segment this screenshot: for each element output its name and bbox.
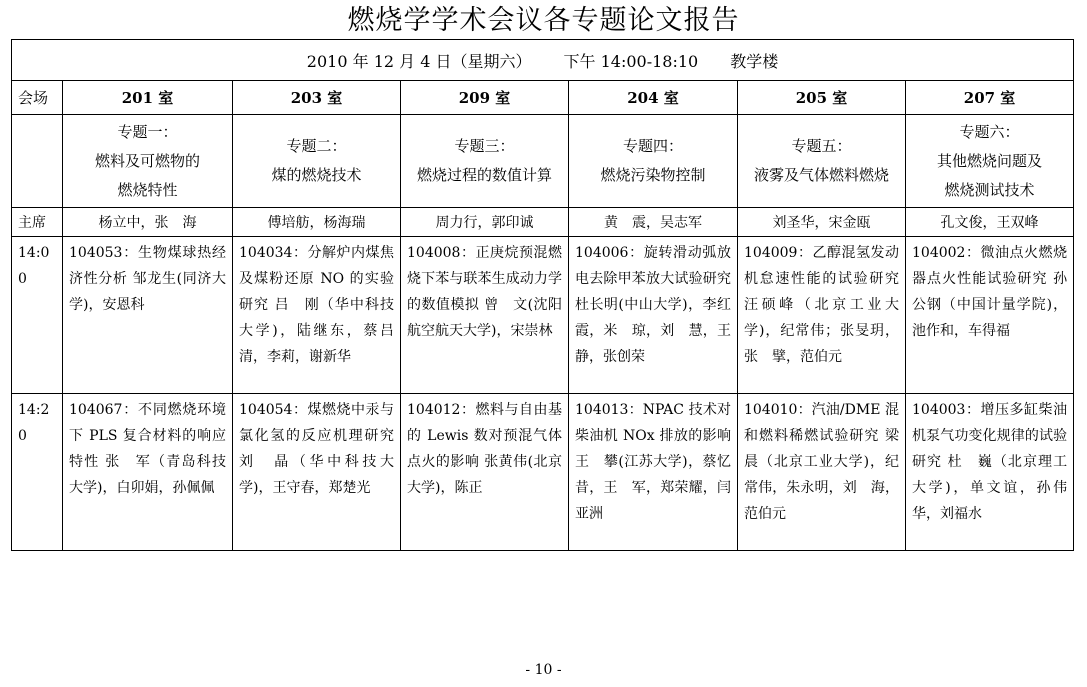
banner-date: 2010 年 12 月 4 日（星期六） <box>306 51 532 71</box>
paper-cell: 104012：燃料与自由基的 Lewis 数对预混气体点火的影响 张黄伟(北京大学)，陈正 <box>401 394 569 551</box>
topic-cell <box>569 115 738 208</box>
room-header: 204 室 <box>569 81 738 115</box>
banner-place: 教学楼 <box>730 51 779 71</box>
topic-cell <box>233 115 401 208</box>
chair-cell: 傅培舫，杨海瑞 <box>233 208 401 237</box>
topic-label-empty <box>12 115 63 208</box>
topic-cell <box>63 115 233 208</box>
topic-text: 燃烧污染物控制 <box>600 166 706 184</box>
room-header: 201 室 <box>63 81 233 115</box>
chair-cell: 刘圣华，宋金瓯 <box>738 208 906 237</box>
schedule-table <box>11 39 1074 551</box>
paper-cell: 104054：煤燃烧中汞与氯化氢的反应机理研究 刘 晶（华中科技大学)，王守春，郑楚光 <box>233 394 401 551</box>
room-header: 209 室 <box>401 81 569 115</box>
room-header: 205 室 <box>738 81 906 115</box>
topic-text: 燃烧过程的数值计算 <box>416 166 552 184</box>
paper-cell: 104008：正庚烷预混燃烧下苯与联苯生成动力学的数值模拟 曾 文(沈阳航空航天大学)，宋崇林 <box>401 237 569 394</box>
paper-cell: 104006：旋转滑动弧放电去除甲苯放大试验研究 杜长明(中山大学)，李红霞，米 琼，刘 慧，王 静，张创荣 <box>569 237 738 394</box>
date-banner <box>12 40 1074 81</box>
paper-cell: 104002：微油点火燃烧器点火性能试验研究 孙公钢（中国计量学院)，池作和，车得福 <box>906 237 1074 394</box>
paper-cell: 104067：不同燃烧环境下 PLS 复合材料的响应特性 张 军（青岛科技大学)，白卯娟，孙佩佩 <box>63 394 233 551</box>
banner-time: 下午 14:00-18:10 <box>563 51 699 71</box>
page-title: 燃烧学学术会议各专题论文报告 <box>347 5 740 36</box>
topic-text: 煤的燃烧技术 <box>271 166 362 184</box>
topic-text: 燃料及可燃物的 <box>94 151 200 170</box>
topic-text: 其他燃烧问题及 <box>937 151 1043 170</box>
topic-text: 燃烧测试技术 <box>944 180 1035 199</box>
topic-text: 专题四： <box>622 137 683 155</box>
topic-text: 专题三： <box>454 137 515 155</box>
session-time: 14:00 <box>12 237 63 394</box>
session-time: 14:20 <box>12 394 63 551</box>
venue-label: 会场 <box>12 81 63 115</box>
room-header: 207 室 <box>906 81 1074 115</box>
topic-text: 专题二： <box>286 137 347 155</box>
room-header-row <box>12 81 1074 115</box>
topic-text: 专题一： <box>117 122 178 141</box>
paper-cell: 104013：NPAC 技术对柴油机 NOx 排放的影响 王 攀(江苏大学)，蔡忆昔，王 军，郑荣耀，闫亚洲 <box>569 394 738 551</box>
chair-label: 主席 <box>12 208 63 237</box>
session-row <box>12 394 1074 551</box>
chair-row <box>12 208 1074 237</box>
page-number: - 10 - <box>525 662 562 678</box>
topic-cell <box>401 115 569 208</box>
date-banner-row <box>12 40 1074 81</box>
paper-cell: 104034：分解炉内煤焦及煤粉还原 NO 的实验研究 吕 刚（华中科技大学)，陆继东，蔡吕清，李莉，谢新华 <box>233 237 401 394</box>
chair-cell: 杨立中，张 海 <box>63 208 233 237</box>
topic-text: 专题五： <box>791 137 852 155</box>
paper-cell: 104009：乙醇混氢发动机怠速性能的试验研究 汪硕峰（北京工业大学)，纪常伟；张旻玥，张 擘，范伯元 <box>738 237 906 394</box>
topic-row <box>12 115 1074 208</box>
session-row <box>12 237 1074 394</box>
topic-text: 燃烧特性 <box>117 180 178 199</box>
chair-cell: 周力行，郭印诚 <box>401 208 569 237</box>
topic-text: 专题六： <box>959 122 1020 141</box>
chair-cell: 孔文俊，王双峰 <box>906 208 1074 237</box>
topic-text: 液雾及气体燃料燃烧 <box>753 166 889 184</box>
chair-cell: 黄 震，吴志军 <box>569 208 738 237</box>
room-header: 203 室 <box>233 81 401 115</box>
topic-cell <box>738 115 906 208</box>
paper-cell: 104010：汽油/DME 混和燃料稀燃试验研究 梁 晨（北京工业大学)，纪常伟，朱永明，刘 海，范伯元 <box>738 394 906 551</box>
paper-cell: 104003：增压多缸柴油机泵气功变化规律的试验研究 杜 巍（北京理工大学)，单文谊，孙伟华，刘福水 <box>906 394 1074 551</box>
paper-cell: 104053：生物煤球热经济性分析 邹龙生(同济大学)，安恩科 <box>63 237 233 394</box>
topic-cell <box>906 115 1074 208</box>
